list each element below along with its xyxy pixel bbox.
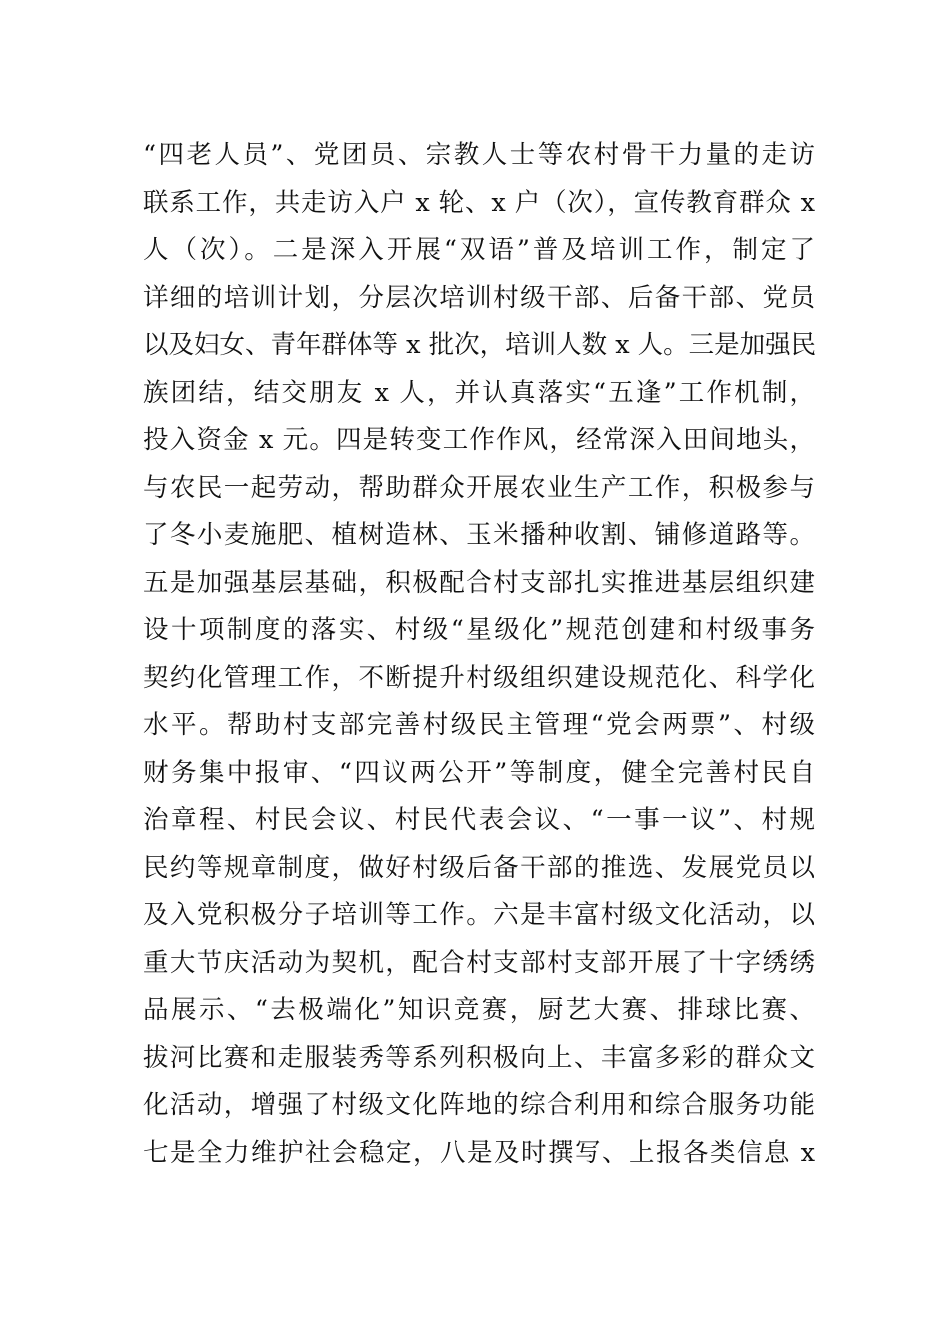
text-line: “四老人员”、党团员、宗教人士等农村骨干力量的走访 (143, 140, 815, 170)
text-line: 契约化管理工作，不断提升村级组织建设规范化、科学化 (143, 662, 815, 693)
body-text (143, 132, 815, 1177)
text-line: 化活动，增强了村级文化阵地的综合利用和综合服务功能 (143, 1090, 815, 1120)
text-line: 品展示、“去极端化”知识竞赛，厨艺大赛、排球比赛、 (143, 995, 815, 1025)
text-line: 水平。帮助村支部完善村级民主管理“党会两票”、村级 (143, 710, 815, 740)
text-line: 重大节庆活动为契机，配合村支部村支部开展了十字绣绣 (143, 947, 815, 978)
text-line: 治章程、村民会议、村民代表会议、“一事一议”、村规 (143, 805, 815, 835)
text-line: 七是全力维护社会稳定，八是及时撰写、上报各类信息 x (143, 1137, 815, 1168)
text-line: 五是加强基层基础，积极配合村支部扎实推进基层组织建 (143, 567, 815, 598)
text-line: 族团结，结交朋友 x 人，并认真落实“五逢”工作机制， (143, 377, 815, 408)
text-line: 人（次）。二是深入开展“双语”普及培训工作，制定了 (143, 235, 815, 265)
text-line: 详细的培训计划，分层次培训村级干部、后备干部、党员 (143, 282, 815, 313)
text-line: 了冬小麦施肥、植树造林、玉米播种收割、铺修道路等。 (143, 520, 815, 550)
text-line: 以及妇女、青年群体等 x 批次，培训人数 x 人。三是加强民 (143, 330, 817, 360)
text-line: 投入资金 x 元。四是转变工作作风，经常深入田间地头， (143, 425, 815, 455)
text-line: 设十项制度的落实、村级“星级化”规范创建和村级事务 (143, 615, 815, 645)
text-line: 联系工作，共走访入户 x 轮、x 户（次），宣传教育群众 x (143, 187, 815, 218)
text-line: 与农民一起劳动，帮助群众开展农业生产工作，积极参与 (143, 472, 815, 503)
text-line: 民约等规章制度，做好村级后备干部的推选、发展党员以 (143, 852, 815, 883)
text-line: 拔河比赛和走服装秀等系列积极向上、丰富多彩的群众文 (143, 1042, 815, 1073)
text-line: 及入党积极分子培训等工作。六是丰富村级文化活动，以 (143, 900, 815, 930)
text-line: 财务集中报审、“四议两公开”等制度，健全完善村民自 (143, 757, 815, 788)
